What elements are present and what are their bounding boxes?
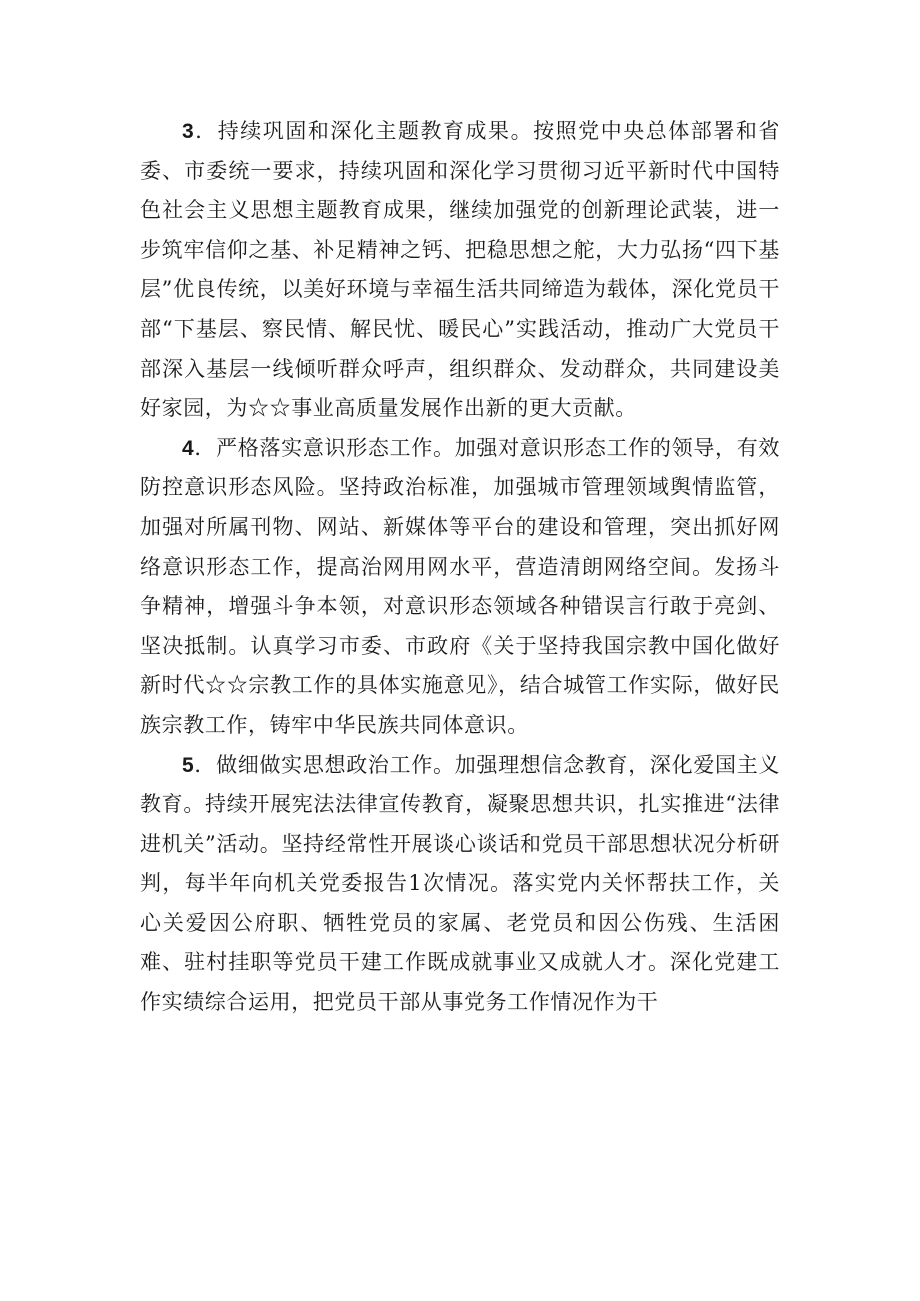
paragraph-number: 4 [182,436,195,460]
document-body [140,112,780,1023]
paragraph-number: 5 [182,753,195,777]
paragraph-3 [140,112,780,429]
paragraph-text: ．持续巩固和深化主题教育成果。按照党中央总体部署和省委、市委统一要求，持续巩固和深化学习贯彻习近平新时代中国特色社会主义思想主题教育成果，继续加强党的创新理论武装，进一步筑牢信仰之基、补足精神之钙、把稳思想之舵，大力弘扬“四下基层”优良传统，以美好环境与幸福生活共同缔造为载体，深化党员干部“下基层、察民情、解民忧、暖民心”实践活动，推动广大党员干部深入基层一线倾听群众呼声，组织群众、发动群众，共同建设美好家园，为☆☆事业高质量发展作出新的更大贡献。 [140,119,780,421]
paragraph-text: ．做细做实思想政治工作。加强理想信念教育，深化爱国主义教育。持续开展宪法法律宣传教育，凝聚思想共识，扎实推进“法律进机关”活动。坚持经常性开展谈心谈话和党员干部思想状况分析研判，每半年向机关党委报告1次情况。落实党内关怀帮扶工作，关心关爱因公府职、牺牲党员的家属、老党员和因公伤残、生活困难、驻村挂职等党员干建工作既成就事业又成就人才。深化党建工作实绩综合运用，把党员干部从事党务工作情况作为干 [140,752,780,1015]
paragraph-number: 3 [182,120,195,143]
paragraph-text: ．严格落实意识形态工作。加强对意识形态工作的领导，有效防控意识形态风险。坚持政治标准，加强城市管理领域舆情监管，加强对所属刊物、网站、新媒体等平台的建设和管理，突出抓好网络意识形态工作，提高治网用网水平，营造清朗网络空间。发扬斗争精神，增强斗争本领，对意识形态领域各种错误言行敢于亮剑、坚决抵制。认真学习市委、市政府《关于坚持我国宗教中国化做好新时代☆☆宗教工作的具体实施意见》，结合城管工作实际，做好民族宗教工作，铸牢中华民族共同体意识。 [140,435,780,737]
paragraph-5 [140,746,780,1023]
paragraph-4 [140,429,780,746]
